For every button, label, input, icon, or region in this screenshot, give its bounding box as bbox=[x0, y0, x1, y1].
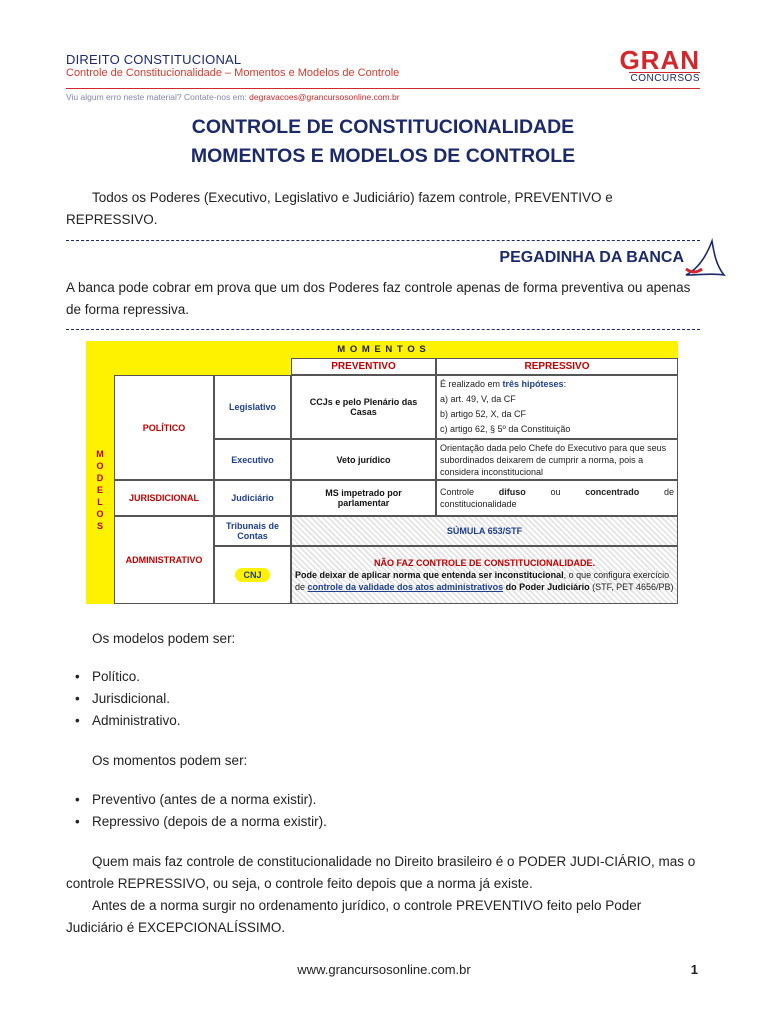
cnj-text-1: Pode deixar de aplicar norma que entenda ser inconstitucional bbox=[295, 570, 564, 580]
executivo-cell: Executivo bbox=[214, 439, 291, 480]
list-item: • Administrativo. bbox=[66, 710, 700, 732]
modelos-letter: M bbox=[96, 448, 104, 459]
rep-leg-bold: três hipóteses bbox=[502, 379, 564, 389]
modelos-intro: Os modelos podem ser: bbox=[92, 631, 236, 646]
list-item: • Jurisdicional. bbox=[66, 688, 700, 710]
paragraph-preventivo: Antes de a norma surgir no ordenamento jurídico, o controle PREVENTIVO feito pelo Poder Judiciário é EXCEPCIONALÍSSIMO. bbox=[66, 898, 642, 935]
cnj-text bbox=[295, 569, 674, 593]
rep-leg-colon: : bbox=[563, 379, 567, 389]
table-top-band bbox=[86, 341, 678, 358]
rep-leg-a: a) art. 49, V, da CF bbox=[440, 394, 516, 404]
rep-leg-intro-line bbox=[440, 377, 566, 392]
cnj-cell bbox=[214, 546, 291, 604]
page-title-line1: CONTROLE DE CONSTITUCIONALIDADE bbox=[191, 116, 575, 138]
prev-judiciario: MS impetrado por parlamentar bbox=[291, 480, 436, 516]
header-topic: Controle de Constitucionalidade – Momentos e Modelos de Controle bbox=[66, 67, 400, 79]
rep-legislativo bbox=[436, 375, 678, 439]
footer-url[interactable]: www.grancursosonline.com.br bbox=[297, 962, 471, 977]
rep-jud-word2: difuso bbox=[498, 487, 526, 497]
intro-paragraph: Todos os Poderes (Executivo, Legislativo e Judiciário) fazem controle, PREVENTIVO e REPRESSIVO. bbox=[66, 190, 613, 227]
cnj-text-5: (STF, PET 4656/PB) bbox=[589, 582, 674, 592]
rep-jud-word3: ou bbox=[550, 487, 561, 497]
administrativo-cell: ADMINISTRATIVO bbox=[114, 516, 214, 604]
rep-jud-word5: de bbox=[663, 487, 674, 497]
momentos-intro: Os momentos podem ser: bbox=[92, 753, 248, 768]
pegadinha-title: PEGADINHA DA BANCA bbox=[499, 249, 684, 266]
cnj-description bbox=[291, 546, 678, 604]
header-contact bbox=[66, 92, 400, 102]
logo-sub-text: CONCURSOS bbox=[630, 73, 700, 84]
modelos-list bbox=[66, 666, 700, 732]
modelos-letter: O bbox=[96, 508, 104, 519]
modelos-letter: L bbox=[97, 496, 103, 507]
rep-executivo: Orientação dada pelo Chefe do Executivo para que seus subordinados deixarem de cumprir a norma, pois a considera inconstitucional bbox=[436, 439, 678, 480]
cnj-badge: CNJ bbox=[235, 568, 269, 582]
preventivo-header: PREVENTIVO bbox=[291, 358, 436, 375]
gran-logo bbox=[619, 45, 700, 85]
header-rule bbox=[66, 88, 700, 89]
pegadinha-bottom-rule bbox=[66, 329, 700, 330]
prev-executivo: Veto jurídico bbox=[291, 439, 436, 480]
pegadinha-text: A banca pode cobrar em prova que um dos Poderes faz controle apenas de forma preventiva ou apenas de forma repressiva. bbox=[66, 280, 691, 317]
cnj-text-2: , o que configura exercício de bbox=[295, 570, 670, 592]
rep-jud-line1 bbox=[440, 486, 674, 498]
header-subject: DIREITO CONSTITUCIONAL bbox=[66, 52, 242, 67]
contact-prefix: Viu algum erro neste material? Contate-nos em: bbox=[66, 92, 250, 102]
rep-jud-line2: constitucionalidade bbox=[440, 499, 517, 509]
rep-judiciario bbox=[436, 480, 678, 516]
rep-jud-word4: concentrado bbox=[585, 487, 640, 497]
cnj-text-3: controle da validade dos atos administrativos bbox=[307, 582, 504, 592]
prev-legislativo: CCJs e pelo Plenário das Casas bbox=[291, 375, 436, 439]
contact-email-link[interactable]: degravacoes@grancursosonline.com.br bbox=[249, 92, 400, 102]
page-number: 1 bbox=[690, 962, 698, 977]
list-item: • Político. bbox=[66, 666, 700, 688]
politico-cell: POLÍTICO bbox=[114, 375, 214, 480]
modelos-letter: D bbox=[96, 472, 104, 483]
modelos-side bbox=[86, 375, 114, 604]
page-title-line2: MOMENTOS E MODELOS DE CONTROLE bbox=[190, 145, 576, 167]
rep-leg-intro: É realizado em bbox=[440, 379, 503, 389]
paragraph-judiciario: Quem mais faz controle de constitucionalidade no Direito brasileiro é o PODER JUDI-CIÁRIO, mas o controle REPRESSIVO, ou seja, o controle feito depois que a norma já existe. bbox=[66, 854, 696, 891]
modelos-letter: E bbox=[96, 484, 103, 495]
rep-jud-word1: Controle bbox=[440, 487, 475, 497]
momentos-modelos-table bbox=[86, 341, 678, 604]
judiciario-cell: Judiciário bbox=[214, 480, 291, 516]
cnj-text-4: do Poder Judiciário bbox=[503, 582, 590, 592]
repressivo-header: REPRESSIVO bbox=[436, 358, 678, 375]
modelos-letter: S bbox=[96, 520, 103, 531]
shark-fin-icon bbox=[684, 235, 726, 281]
tribunais-cell: Tribunais de Contas bbox=[214, 516, 291, 546]
list-item: • Preventivo (antes de a norma existir). bbox=[66, 789, 700, 811]
modelos-letter: O bbox=[96, 460, 104, 471]
jurisdicional-cell: JURISDICIONAL bbox=[114, 480, 214, 516]
momentos-list bbox=[66, 789, 700, 833]
nao-faz-controle: NÃO FAZ CONTROLE DE CONSTITUCIONALIDADE. bbox=[374, 558, 595, 568]
legislativo-cell: Legislativo bbox=[214, 375, 291, 439]
list-item: • Repressivo (depois de a norma existir). bbox=[66, 811, 700, 833]
rep-leg-c: c) artigo 62, § 5º da Constituição bbox=[440, 424, 571, 434]
logo-main-text: GRAN bbox=[619, 45, 700, 75]
rep-leg-b: b) artigo 52, X, da CF bbox=[440, 409, 527, 419]
sumula-cell: SÚMULA 653/STF bbox=[291, 516, 678, 546]
momentos-header: M O M E N T O S bbox=[337, 344, 427, 355]
pegadinha-top-rule bbox=[66, 240, 700, 241]
header-blank bbox=[86, 358, 291, 375]
